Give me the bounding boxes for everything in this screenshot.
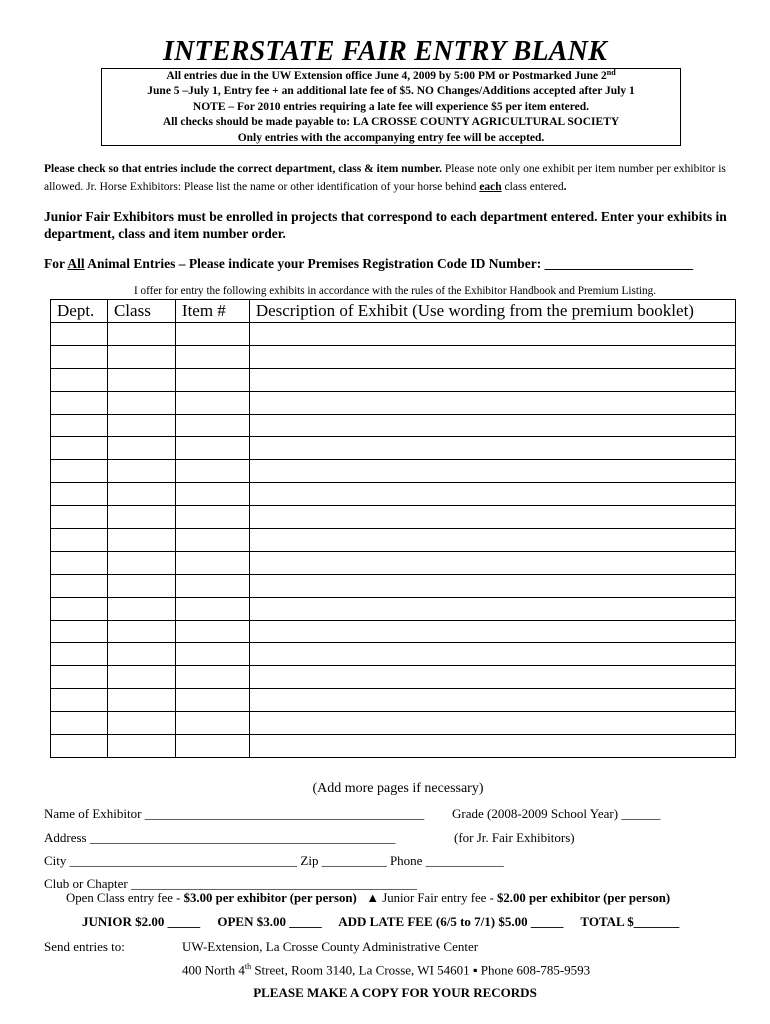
late-fee-field[interactable]: ADD LATE FEE (6/5 to 7/1) $5.00 _____ [338, 914, 564, 929]
table-row [51, 368, 736, 391]
total-fee-field[interactable]: TOTAL $_______ [580, 914, 680, 929]
class-cell[interactable] [107, 735, 175, 758]
notice-line-3: NOTE – For 2010 entries requiring a late fee will experience $5 per item entered. [192, 100, 590, 113]
item-cell[interactable] [175, 574, 249, 597]
item-cell[interactable] [175, 506, 249, 529]
description-cell[interactable] [249, 506, 735, 529]
description-cell[interactable] [249, 735, 735, 758]
junior-fair-note: Junior Fair Exhibitors must be enrolled in projects that correspond to each department entered. Enter your exhibits in department, class and item number order. [44, 209, 727, 241]
description-cell[interactable] [249, 323, 735, 346]
description-cell[interactable] [249, 666, 735, 689]
item-cell[interactable] [175, 551, 249, 574]
dept-cell[interactable] [51, 345, 108, 368]
description-cell[interactable] [249, 345, 735, 368]
table-row [51, 620, 736, 643]
description-cell[interactable] [249, 689, 735, 712]
table-row [51, 414, 736, 437]
dept-cell[interactable] [51, 551, 108, 574]
dept-cell[interactable] [51, 483, 108, 506]
notice-line-1: All entries due in the UW Extension office June 4, 2009 by 5:00 PM or Postmarked June 2nd [166, 68, 616, 82]
dept-cell[interactable] [51, 391, 108, 414]
class-cell[interactable] [107, 712, 175, 735]
class-cell[interactable] [107, 345, 175, 368]
dept-cell[interactable] [51, 437, 108, 460]
notice-line-5: Only entries with the accompanying entry fee will be accepted. [237, 131, 545, 144]
send-address-line-2: 400 North 4th Street, Room 3140, La Crosse, WI 54601 ▪ Phone 608-785-9593 [182, 962, 591, 978]
jr-fair-note: (for Jr. Fair Exhibitors) [454, 830, 575, 845]
class-cell[interactable] [107, 460, 175, 483]
dept-cell[interactable] [51, 323, 108, 346]
description-cell[interactable] [249, 620, 735, 643]
item-cell[interactable] [175, 414, 249, 437]
dept-cell[interactable] [51, 368, 108, 391]
class-cell[interactable] [107, 574, 175, 597]
offer-statement: I offer for entry the following exhibits in accordance with the rules of the Exhibitor Handbook and Premium Listing. [133, 285, 657, 297]
table-row [51, 666, 736, 689]
item-cell[interactable] [175, 345, 249, 368]
entries-table [50, 299, 736, 758]
class-cell[interactable] [107, 666, 175, 689]
class-cell[interactable] [107, 437, 175, 460]
item-cell[interactable] [175, 735, 249, 758]
item-cell[interactable] [175, 666, 249, 689]
fee-totals-line [82, 914, 693, 930]
dept-cell[interactable] [51, 529, 108, 552]
header-class: Class [107, 300, 175, 323]
dept-cell[interactable] [51, 643, 108, 666]
item-cell[interactable] [175, 643, 249, 666]
header-description: Description of Exhibit (Use wording from the premium booklet) [249, 300, 735, 323]
class-cell[interactable] [107, 620, 175, 643]
description-cell[interactable] [249, 460, 735, 483]
dept-cell[interactable] [51, 414, 108, 437]
description-cell[interactable] [249, 712, 735, 735]
dept-cell[interactable] [51, 597, 108, 620]
dept-cell[interactable] [51, 689, 108, 712]
class-cell[interactable] [107, 551, 175, 574]
class-cell[interactable] [107, 506, 175, 529]
table-row [51, 551, 736, 574]
header-dept: Dept. [51, 300, 108, 323]
entries-body [51, 323, 736, 758]
class-cell[interactable] [107, 323, 175, 346]
dept-cell[interactable] [51, 735, 108, 758]
premises-registration-line: For All Animal Entries – Please indicate your Premises Registration Code ID Number: ______________________ [44, 256, 694, 271]
description-cell[interactable] [249, 574, 735, 597]
table-header-row [51, 300, 736, 323]
deadline-notice-box [101, 68, 681, 146]
class-cell[interactable] [107, 483, 175, 506]
item-cell[interactable] [175, 368, 249, 391]
table-row [51, 506, 736, 529]
item-cell[interactable] [175, 391, 249, 414]
class-cell[interactable] [107, 391, 175, 414]
notice-line-4: All checks should be made payable to: LA CROSSE COUNTY AGRICULTURAL SOCIETY [162, 116, 620, 129]
table-row [51, 460, 736, 483]
header-item: Item # [175, 300, 249, 323]
table-row [51, 643, 736, 666]
description-cell[interactable] [249, 437, 735, 460]
dept-cell[interactable] [51, 506, 108, 529]
table-row [51, 323, 736, 346]
table-row [51, 574, 736, 597]
city-zip-phone-field[interactable]: City ___________________________________ Zip __________ Phone ____________ [44, 853, 504, 868]
table-row [51, 391, 736, 414]
item-cell[interactable] [175, 712, 249, 735]
item-cell[interactable] [175, 460, 249, 483]
send-address-line-1: UW-Extension, La Crosse County Administrative Center [182, 939, 479, 954]
bullet-icon: ▪ [472, 962, 478, 978]
dept-cell[interactable] [51, 620, 108, 643]
form-title: INTERSTATE FAIR ENTRY BLANK [163, 36, 607, 67]
address-field[interactable]: Address _______________________________________________ [44, 830, 396, 845]
table-row [51, 689, 736, 712]
description-cell[interactable] [249, 551, 735, 574]
junior-fee-field[interactable]: JUNIOR $2.00 _____ [82, 914, 201, 929]
exhibitor-name-field[interactable]: Name of Exhibitor ___________________________________________ [44, 806, 425, 821]
dept-cell[interactable] [51, 666, 108, 689]
dept-cell[interactable] [51, 460, 108, 483]
entry-fees-line: Open Class entry fee - $3.00 per exhibitor (per person) ▲ Junior Fair entry fee - $2.00 per exhibitor (per person) [66, 891, 671, 905]
item-cell[interactable] [175, 597, 249, 620]
class-cell[interactable] [107, 414, 175, 437]
table-row [51, 735, 736, 758]
table-row [51, 345, 736, 368]
item-cell[interactable] [175, 437, 249, 460]
table-row [51, 437, 736, 460]
dept-cell[interactable] [51, 574, 108, 597]
description-cell[interactable] [249, 414, 735, 437]
description-cell[interactable] [249, 597, 735, 620]
table-row [51, 712, 736, 735]
notice-line-2: June 5 –July 1, Entry fee + an additional late fee of $5. NO Changes/Additions accepted after July 1 [147, 85, 635, 98]
item-cell[interactable] [175, 529, 249, 552]
description-cell[interactable] [249, 368, 735, 391]
item-cell[interactable] [175, 689, 249, 712]
table-row [51, 597, 736, 620]
entry-instructions: Please check so that entries include the correct department, class & item number. Please note only one exhibit per item number per exhibitor is allowed. Jr. Horse Exhibitors: Please list the name or other identification of your horse behind each class entered. [44, 163, 726, 193]
copy-reminder: PLEASE MAKE A COPY FOR YOUR RECORDS [253, 985, 537, 1000]
grade-field[interactable]: Grade (2008-2009 School Year) ______ [452, 806, 661, 821]
add-more-pages-note: (Add more pages if necessary) [312, 781, 484, 796]
table-row [51, 483, 736, 506]
item-cell[interactable] [175, 483, 249, 506]
open-fee-field[interactable]: OPEN $3.00 _____ [217, 914, 322, 929]
class-cell[interactable] [107, 529, 175, 552]
triangle-icon: ▲ [366, 891, 380, 905]
class-cell[interactable] [107, 689, 175, 712]
item-cell[interactable] [175, 620, 249, 643]
dept-cell[interactable] [51, 712, 108, 735]
class-cell[interactable] [107, 643, 175, 666]
description-cell[interactable] [249, 529, 735, 552]
item-cell[interactable] [175, 323, 249, 346]
table-row [51, 529, 736, 552]
send-entries-label: Send entries to: [44, 939, 125, 954]
class-cell[interactable] [107, 368, 175, 391]
club-chapter-field[interactable]: Club or Chapter ____________________________________________ [44, 876, 418, 891]
description-cell[interactable] [249, 643, 735, 666]
description-cell[interactable] [249, 483, 735, 506]
description-cell[interactable] [249, 391, 735, 414]
class-cell[interactable] [107, 597, 175, 620]
